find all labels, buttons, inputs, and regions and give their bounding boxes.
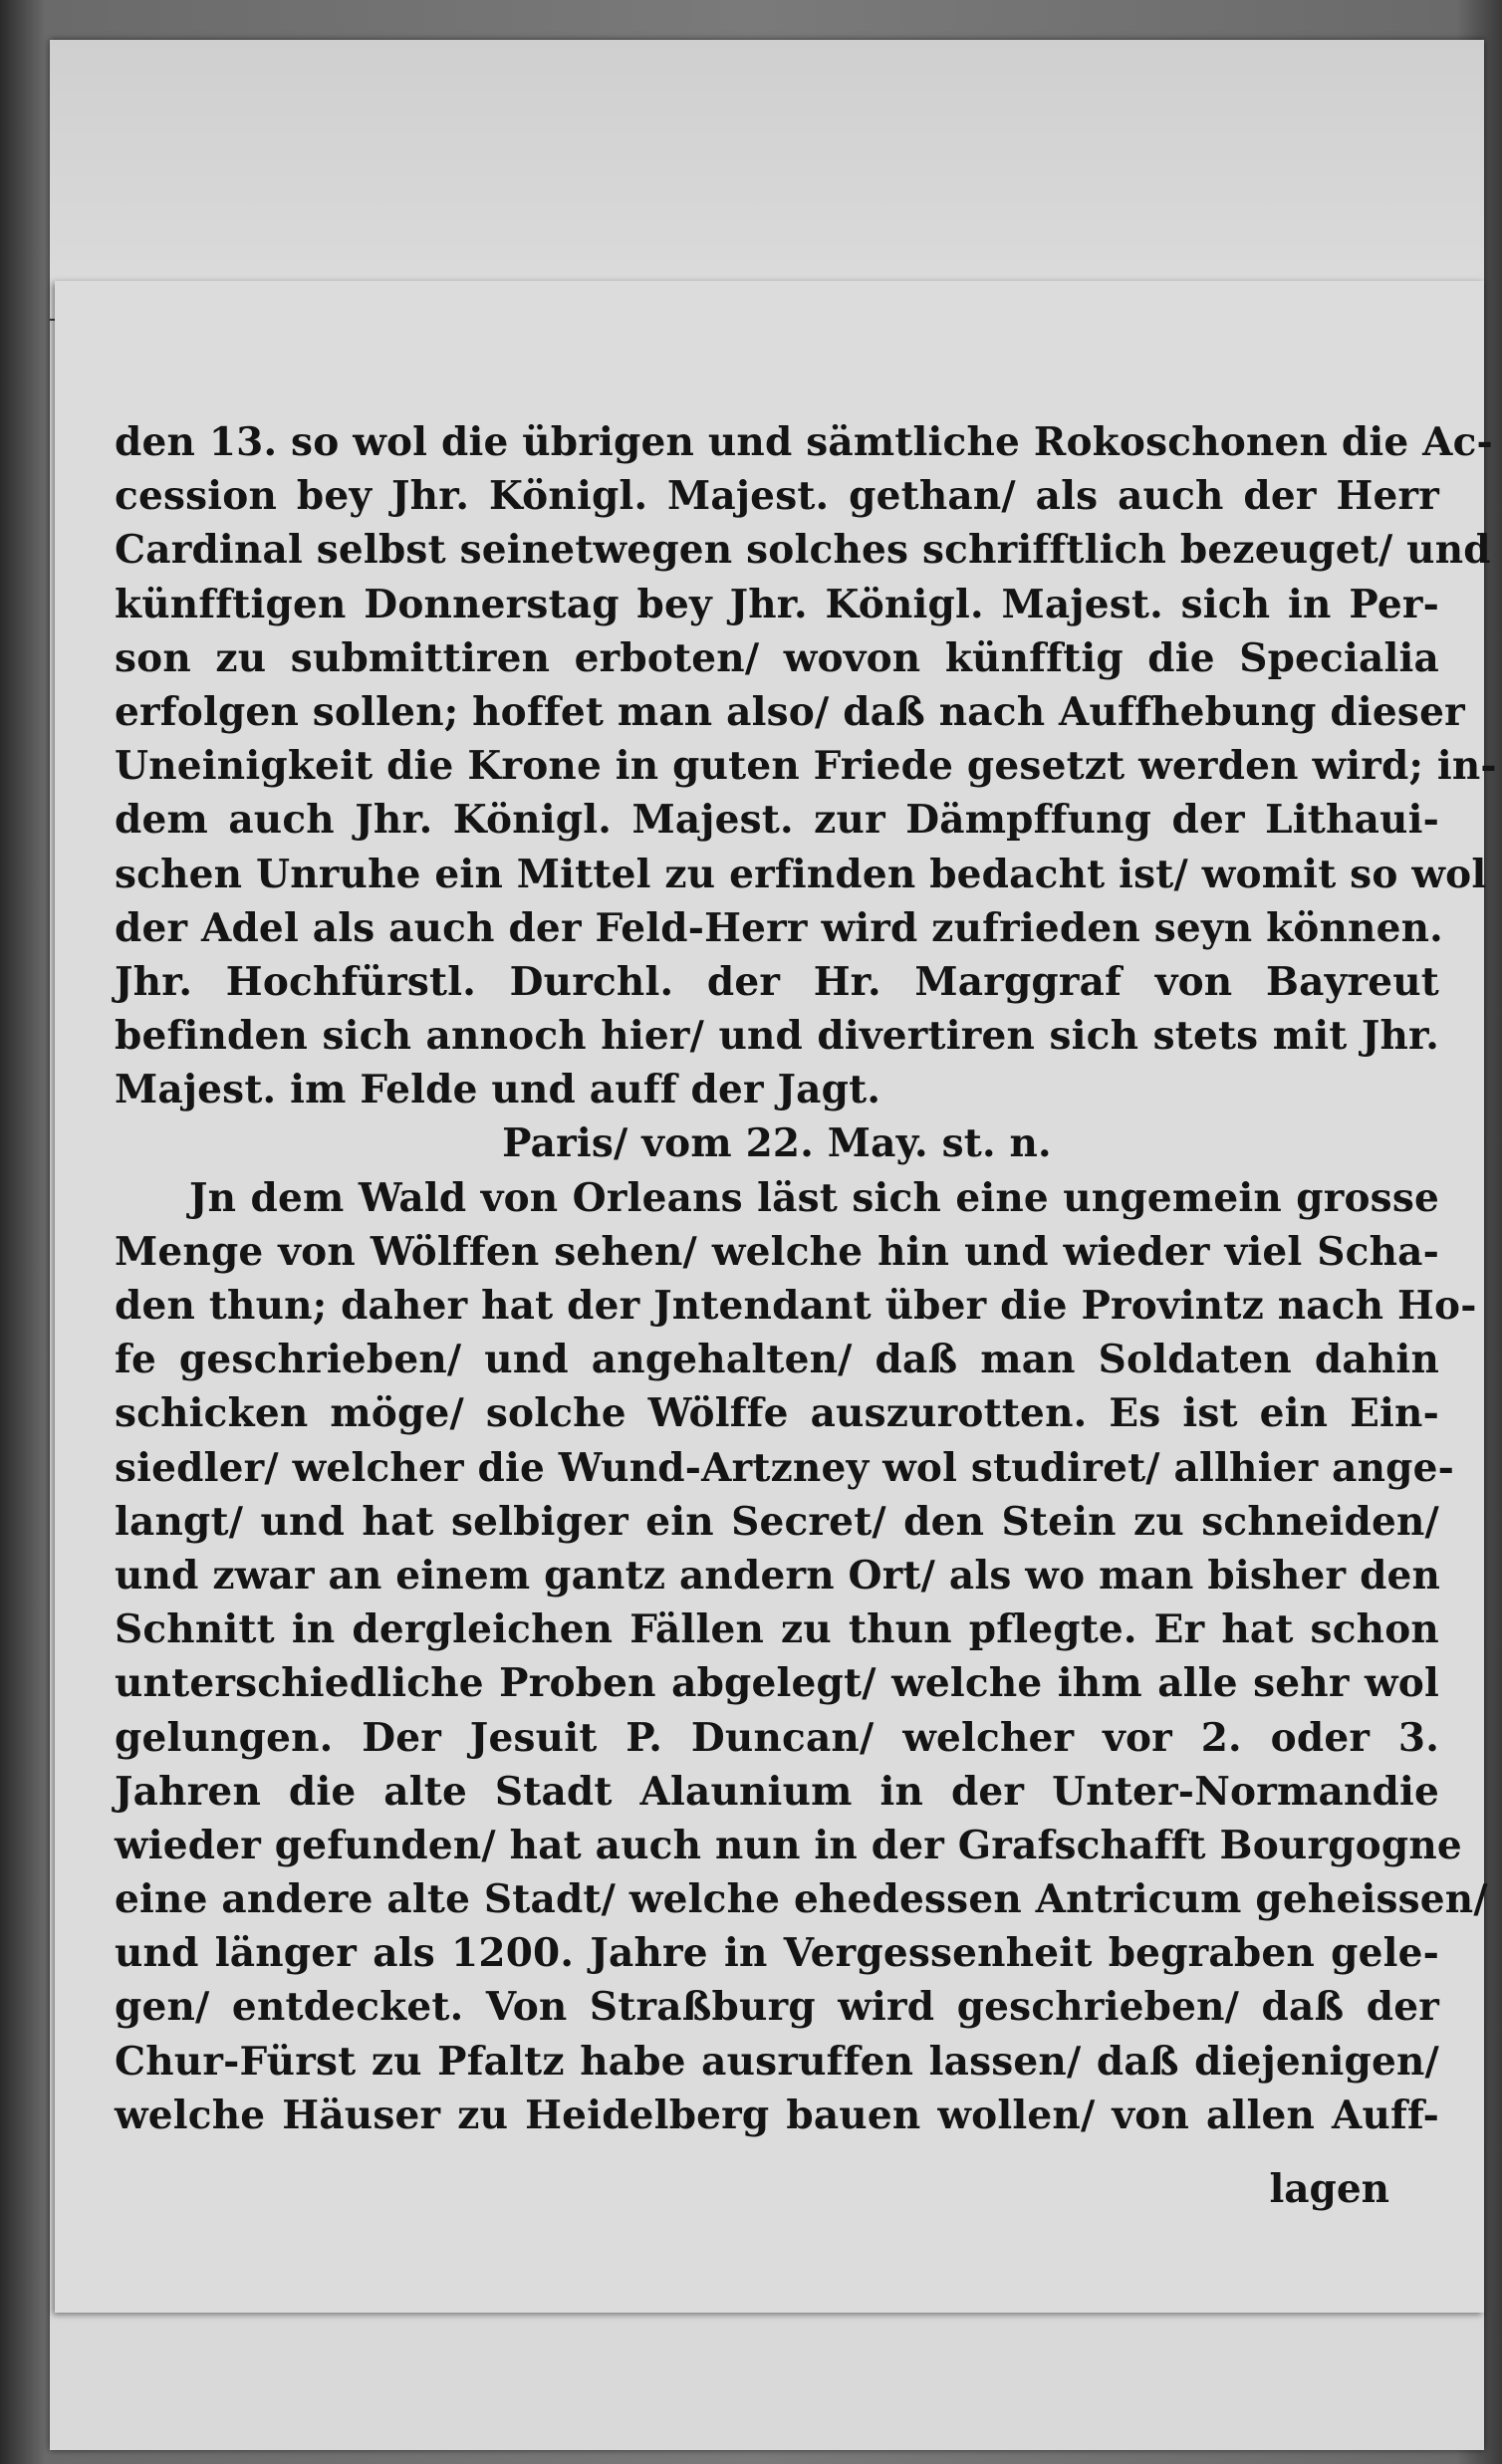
paragraph-2 [115,1171,1488,2142]
text-line: den 13. so wol die übrigen und sämtliche Rokoschonen die Ac- [115,419,1493,465]
text-line: Cardinal selbst seinetwegen solches schrifftlich bezeuget/ und [115,527,1491,574]
text-line: und länger als 1200. Jahre in Vergessenheit begraben gele- [115,1930,1439,1977]
text-line: Chur-Fürst zu Pfaltz habe ausruffen lassen/ daß diejenigen/ [115,2038,1439,2085]
text-line: son zu submittiren erboten/ wovon künfftig die Specialia [115,634,1439,681]
text-line: gelungen. Der Jesuit P. Duncan/ welcher vor 2. oder 3. [115,1714,1439,1761]
text-line: gen/ entdecket. Von Straßburg wird geschrieben/ daß der [115,1984,1439,2031]
text-line: eine andere alte Stadt/ welche ehedessen Antricum geheissen/ [115,1876,1488,1923]
text-line: Majest. im Felde und auff der Jagt. [115,1067,881,1113]
text-line: befinden sich annoch hier/ und divertiren sich stets mit Jhr. [115,1013,1439,1060]
text-line: fe geschrieben/ und angehalten/ daß man Soldaten dahin [115,1337,1439,1383]
text-line: Jhr. Hochfürstl. Durchl. der Hr. Marggraf von Bayreut [115,958,1439,1005]
text-line: und zwar an einem gantz andern Ort/ als wo man bisher den [115,1552,1441,1599]
catchword: lagen [1269,2166,1389,2212]
paragraph-1 [115,415,1497,1116]
dateline: Paris/ vom 22. May. st. n. [502,1120,1052,1167]
text-line: Menge von Wölffen sehen/ welche hin und wieder viel Scha- [115,1228,1439,1275]
page-text [115,415,1497,2142]
text-line: cession bey Jhr. Königl. Majest. gethan/ als auch der Herr [115,473,1439,520]
text-line: langt/ und hat selbiger ein Secret/ den Stein zu schneiden/ [115,1498,1439,1545]
text-line: Jahren die alte Stadt Alaunium in der Unter-Normandie [115,1768,1439,1815]
text-line: erfolgen sollen; hoffet man also/ daß nach Auffhebung dieser [115,688,1465,735]
text-line: dem auch Jhr. Königl. Majest. zur Dämpffung der Lithaui- [115,797,1439,844]
text-line: schicken möge/ solche Wölffe auszurotten. Es ist ein Ein- [115,1390,1439,1437]
text-line: Uneinigkeit die Krone in guten Friede gesetzt werden wird; in- [115,743,1497,790]
text-line: der Adel als auch der Feld-Herr wird zufrieden seyn können. [115,904,1443,951]
text-line: welche Häuser zu Heidelberg bauen wollen/ von allen Auff- [115,2092,1439,2138]
text-line: Schnitt in dergleichen Fällen zu thun pflegte. Er hat schon [115,1606,1439,1653]
text-line: den thun; daher hat der Jntendant über die Provintz nach Ho- [115,1283,1477,1329]
text-line: Jn dem Wald von Orleans läst sich eine ungemein grosse [189,1174,1439,1221]
text-line: siedler/ welcher die Wund-Artzney wol studiret/ allhier ange- [115,1444,1455,1491]
underlying-page-top-edge [50,40,1484,321]
text-line: unterschiedliche Proben abgelegt/ welche ihm alle sehr wol [115,1660,1439,1707]
text-line: künfftigen Donnerstag bey Jhr. Königl. Majest. sich in Per- [115,581,1439,627]
text-line: wieder gefunden/ hat auch nun in der Grafschafft Bourgogne [115,1822,1462,1868]
printed-page [55,281,1497,2313]
text-line: schen Unruhe ein Mittel zu erfinden bedacht ist/ womit so wol [115,851,1487,897]
